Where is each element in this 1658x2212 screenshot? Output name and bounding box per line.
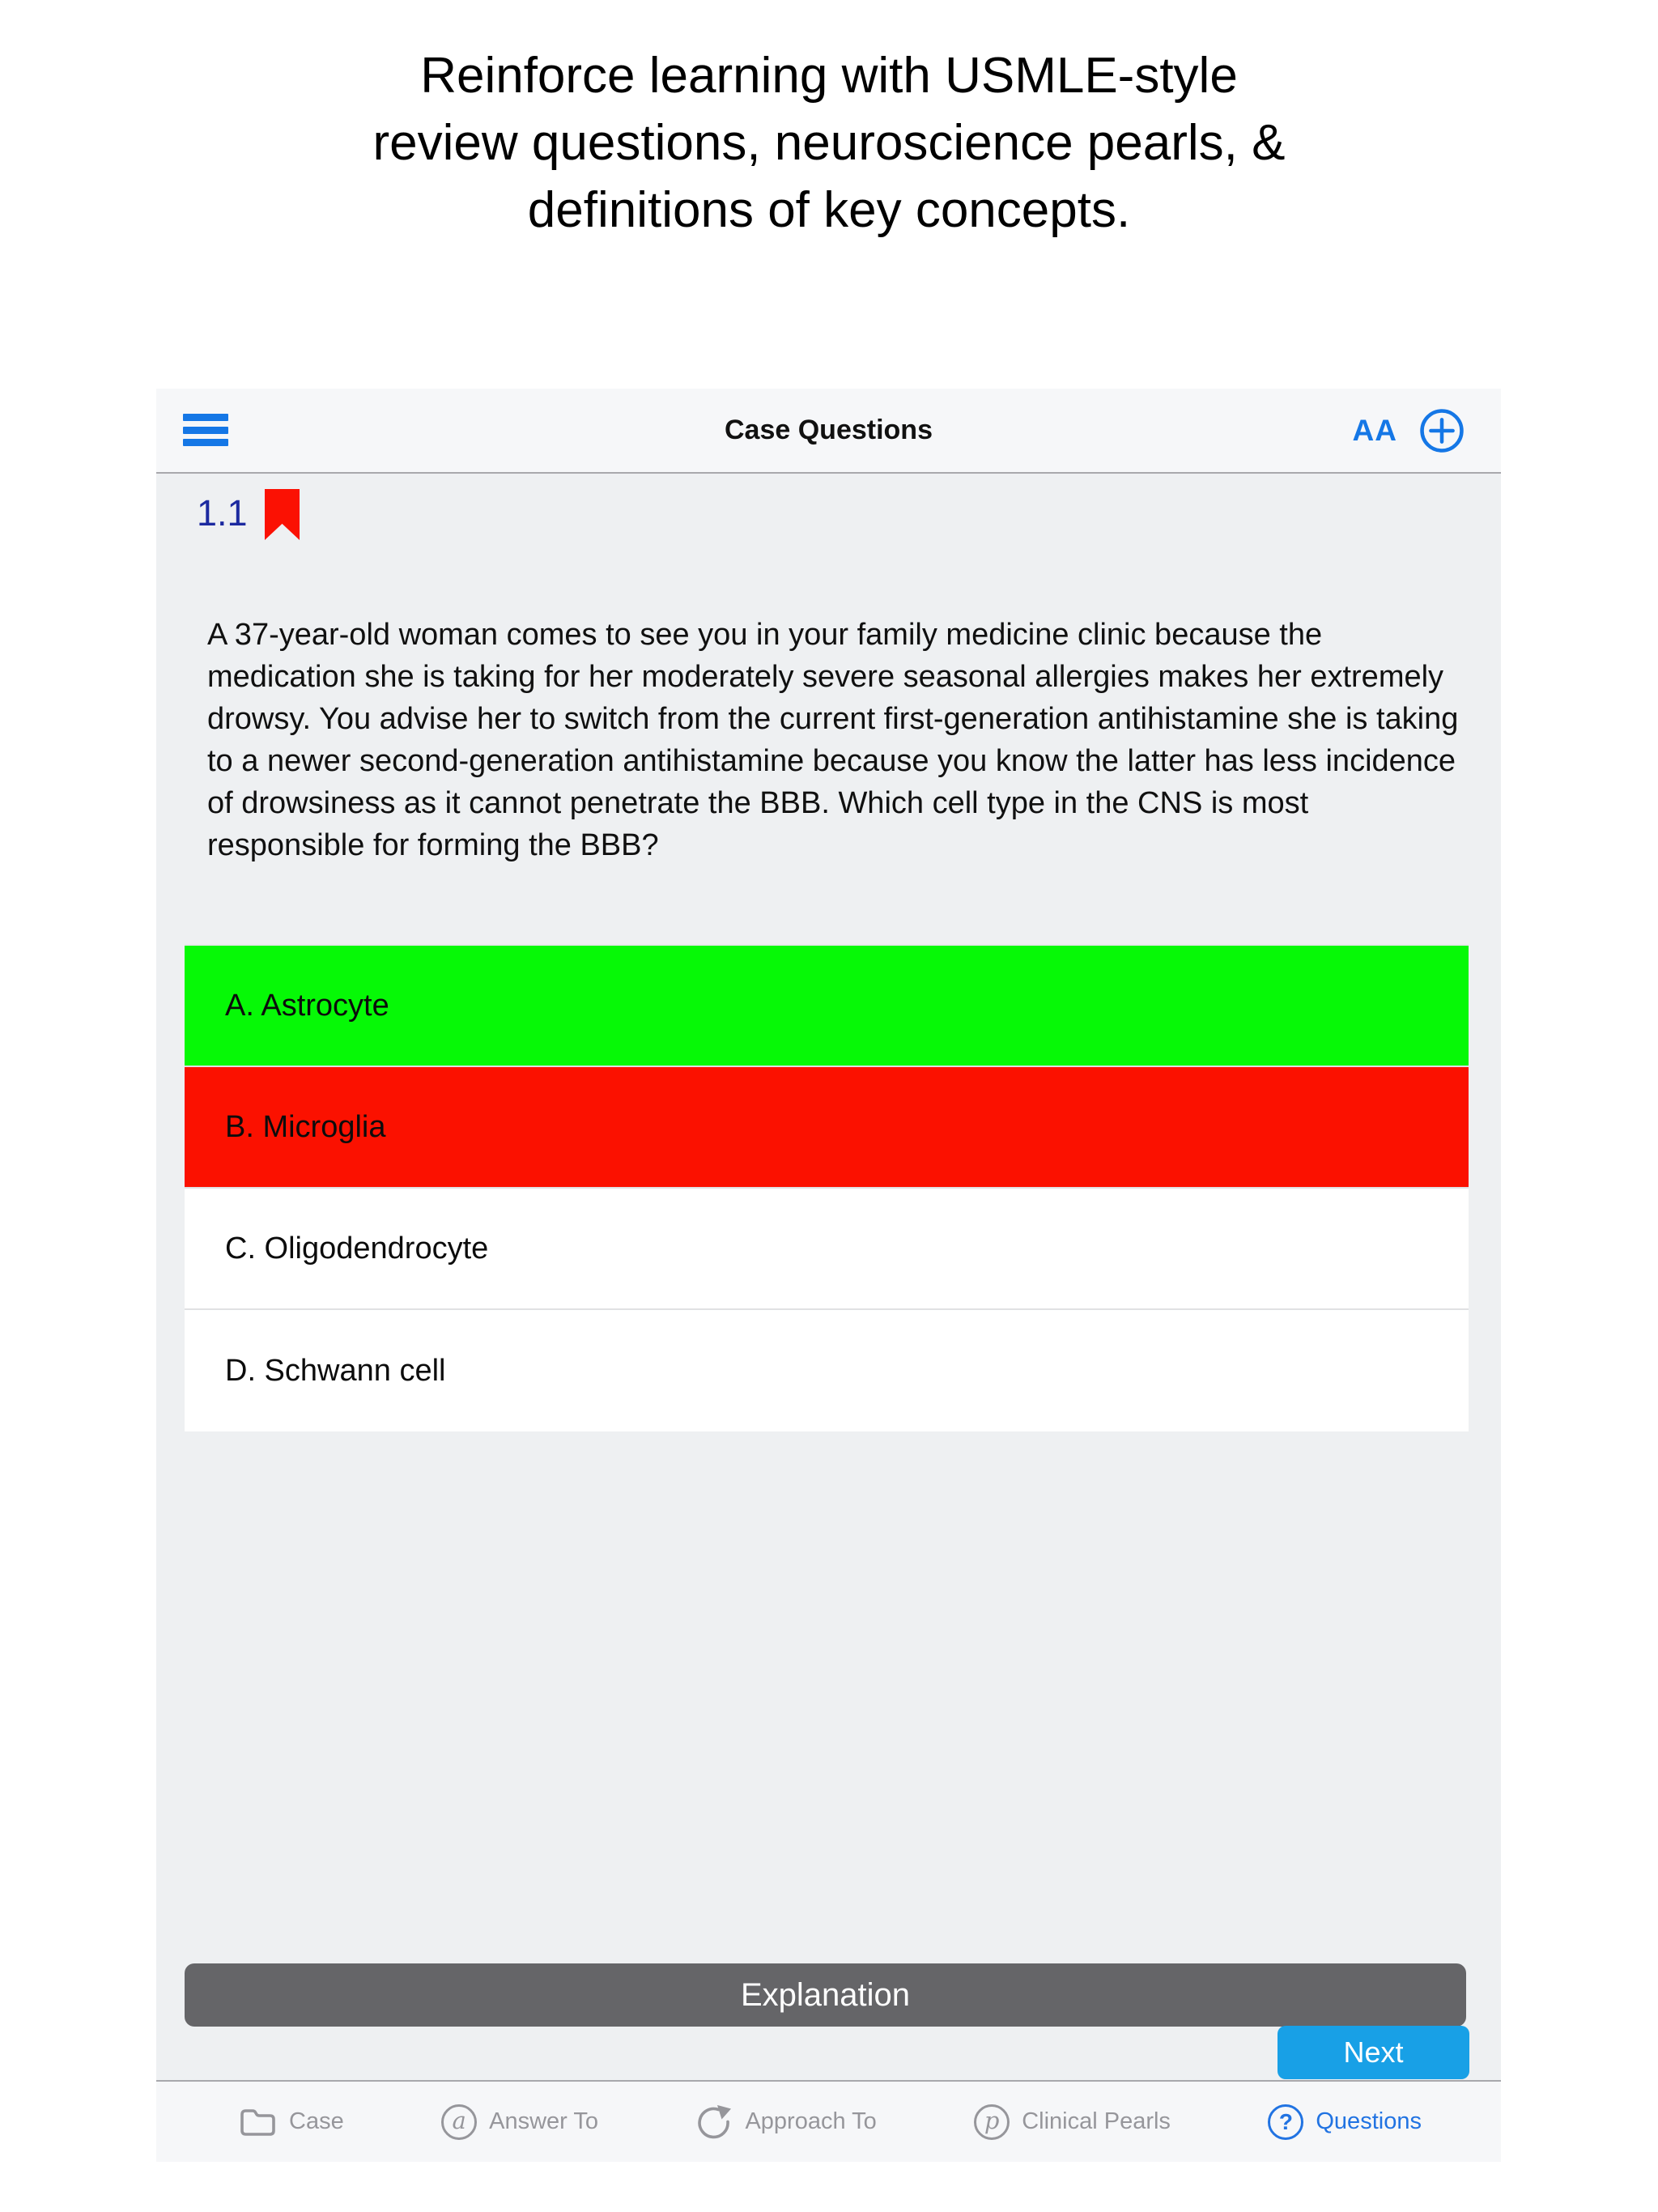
tab-case[interactable] xyxy=(239,2107,344,2138)
marketing-heading xyxy=(0,42,1658,244)
marketing-heading-line-3: definitions of key concepts. xyxy=(527,182,1131,239)
tab-answer-to[interactable] xyxy=(441,2104,598,2140)
question-stem: A 37-year-old woman comes to see you in your family medicine clinic because the medication she is taking for her moderately severe seasonal allergies makes her extremely drowsy. You advise her to switch from the current first-generation antihistamine she is taking to a newer second-generation antihistamine because you know the latter has less incidence of drowsiness as it cannot penetrate the BBB. Which cell type in the CNS is most responsible for forming the BBB? xyxy=(207,618,1459,862)
tab-approach-to[interactable] xyxy=(695,2104,876,2141)
tab-case-label: Case xyxy=(289,2108,344,2134)
circled-p-icon: p xyxy=(974,2104,1010,2140)
app-panel xyxy=(156,389,1501,2162)
answer-option-b-label: B. Microglia xyxy=(225,1109,386,1144)
explanation-button[interactable]: Explanation xyxy=(185,1963,1466,2027)
answer-option-d-label: D. Schwann cell xyxy=(225,1353,446,1388)
add-plus-icon[interactable] xyxy=(1418,407,1465,454)
page-title: Case Questions xyxy=(725,415,933,445)
circled-question-icon: ? xyxy=(1268,2104,1303,2140)
tab-questions[interactable] xyxy=(1268,2104,1422,2140)
answer-option-a-label: A. Astrocyte xyxy=(225,988,389,1023)
bookmark-icon[interactable] xyxy=(265,489,300,540)
tab-questions-label: Questions xyxy=(1316,2108,1422,2134)
tab-clinical-pearls-label: Clinical Pearls xyxy=(1022,2108,1171,2134)
next-button[interactable]: Next xyxy=(1278,2026,1469,2079)
navigation-bar xyxy=(156,389,1501,474)
tab-clinical-pearls[interactable] xyxy=(974,2104,1171,2140)
curved-arrow-icon xyxy=(695,2104,733,2141)
marketing-heading-line-2: review questions, neuroscience pearls, & xyxy=(372,115,1286,172)
tab-approach-to-label: Approach To xyxy=(745,2108,877,2134)
text-size-button[interactable]: AA xyxy=(1352,413,1397,447)
answer-option-a[interactable] xyxy=(185,946,1469,1067)
question-number: 1.1 xyxy=(197,492,248,534)
answer-option-c-label: C. Oligodendrocyte xyxy=(225,1231,489,1266)
menu-icon[interactable] xyxy=(183,414,228,446)
folder-icon xyxy=(239,2107,277,2138)
marketing-heading-line-1: Reinforce learning with USMLE-style xyxy=(420,48,1238,104)
answer-option-c[interactable] xyxy=(185,1189,1469,1310)
answer-option-b[interactable] xyxy=(185,1067,1469,1189)
circled-a-icon: a xyxy=(441,2104,477,2140)
answer-option-d[interactable] xyxy=(185,1310,1469,1431)
tab-answer-to-label: Answer To xyxy=(489,2108,599,2134)
answer-options-list xyxy=(185,944,1469,1431)
tab-bar xyxy=(156,2080,1501,2162)
